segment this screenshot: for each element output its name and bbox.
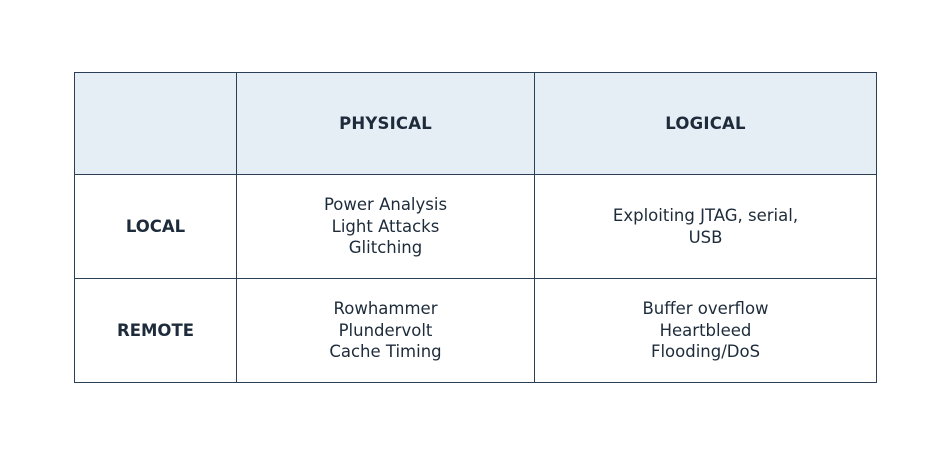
cell-line: Buffer overflow — [642, 299, 769, 319]
cell-line: Glitching — [348, 238, 423, 258]
cell-line: USB — [688, 227, 723, 247]
cell-remote-physical — [237, 279, 535, 383]
row-header-remote: REMOTE — [75, 279, 237, 383]
header-row — [75, 73, 877, 175]
corner-cell — [75, 73, 237, 175]
column-header-logical: LOGICAL — [535, 73, 877, 175]
cell-line: Power Analysis — [323, 195, 448, 215]
row-header-local: LOCAL — [75, 175, 237, 279]
row-remote — [75, 279, 877, 383]
cell-line: Flooding/DoS — [650, 342, 761, 362]
attack-classification-table — [74, 72, 877, 383]
cell-line: Light Attacks — [331, 216, 440, 236]
cell-remote-logical — [535, 279, 877, 383]
cell-line: Plundervolt — [338, 320, 433, 340]
cell-local-physical — [237, 175, 535, 279]
cell-local-logical — [535, 175, 877, 279]
cell-line: Cache Timing — [329, 342, 442, 362]
row-local — [75, 175, 877, 279]
cell-line: Exploiting JTAG, serial, — [612, 206, 799, 225]
cell-line: Rowhammer — [333, 299, 438, 319]
cell-line: Heartbleed — [659, 320, 752, 340]
column-header-physical: PHYSICAL — [237, 73, 535, 175]
